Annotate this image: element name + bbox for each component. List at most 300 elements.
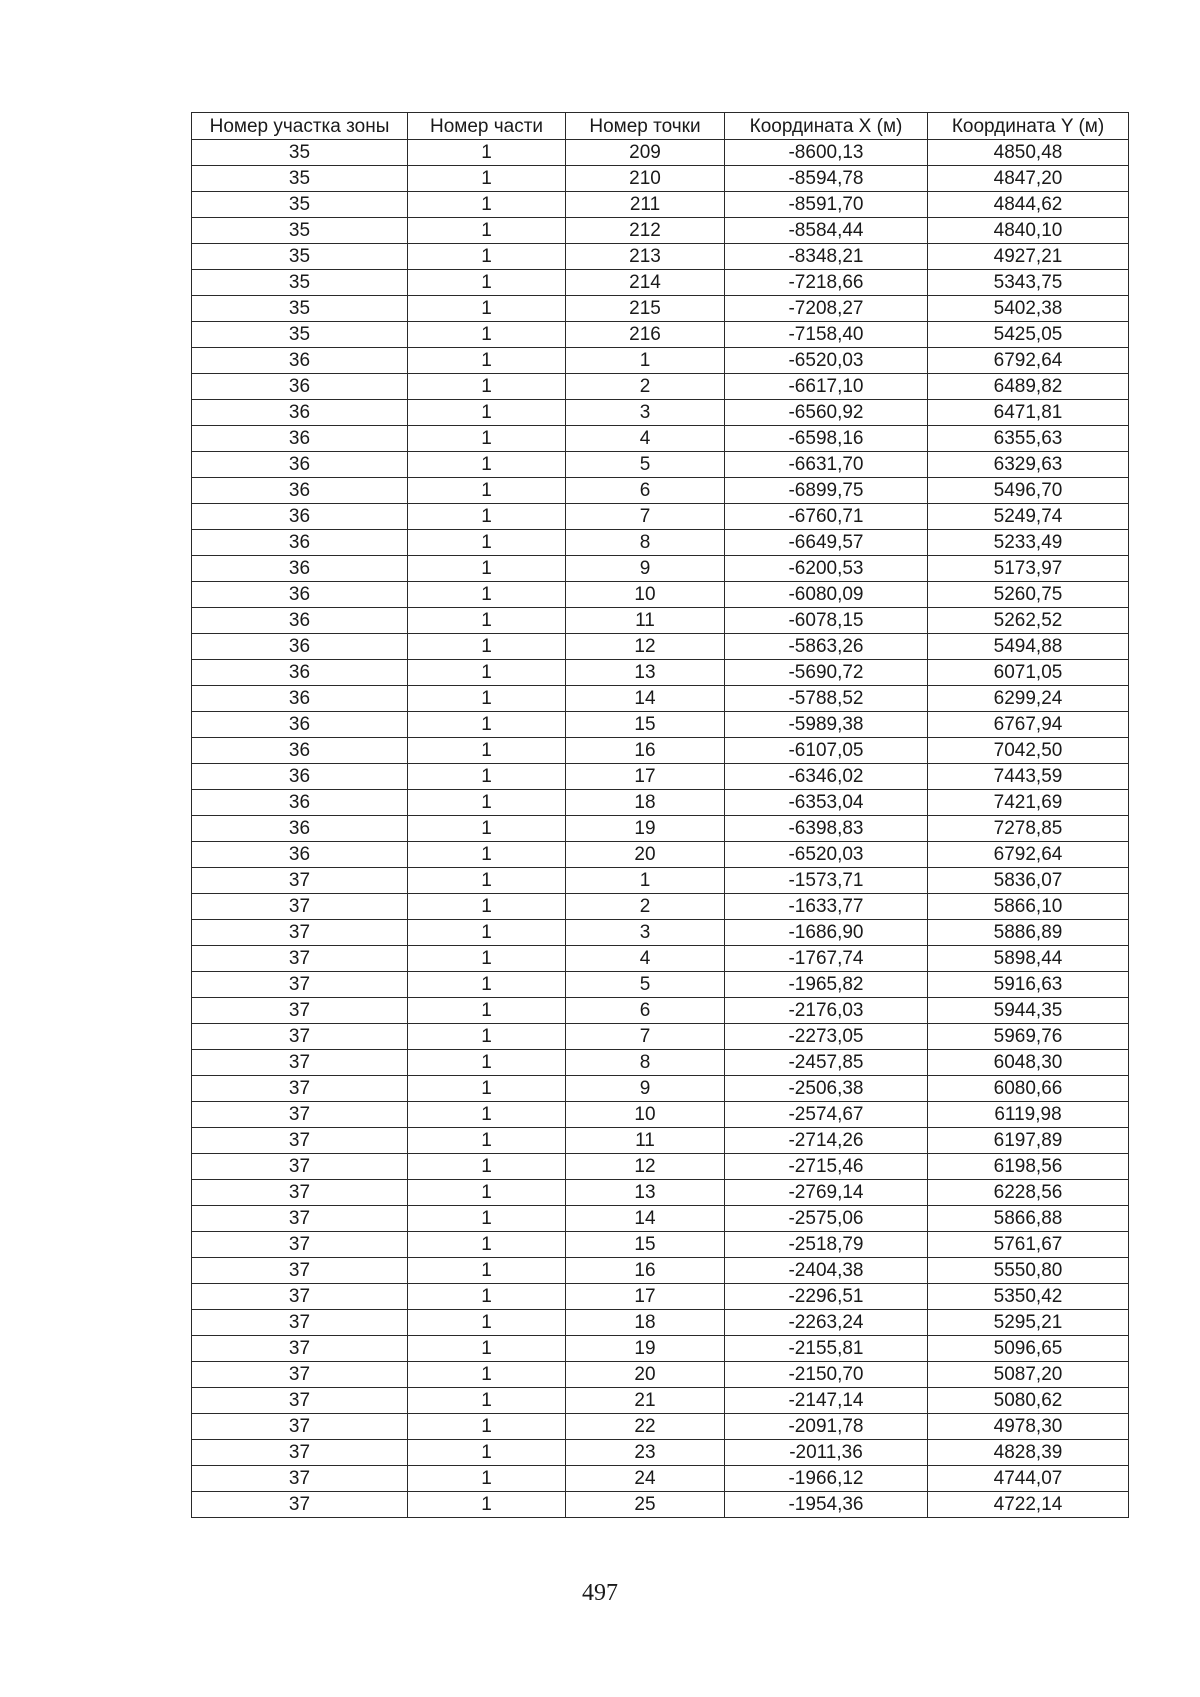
table-row [192,1310,1129,1336]
cell-part-number: 1 [408,400,566,426]
table-row [192,764,1129,790]
table-row [192,556,1129,582]
cell-point-number: 11 [566,1128,725,1154]
cell-coordinate-x: -2296,51 [725,1284,928,1310]
cell-coordinate-x: -2715,46 [725,1154,928,1180]
cell-coordinate-y: 7278,85 [928,816,1129,842]
cell-coordinate-y: 5550,80 [928,1258,1129,1284]
cell-coordinate-y: 4840,10 [928,218,1129,244]
table-row [192,582,1129,608]
cell-point-number: 10 [566,1102,725,1128]
cell-part-number: 1 [408,244,566,270]
cell-zone-section-number: 35 [192,244,408,270]
cell-coordinate-y: 6792,64 [928,842,1129,868]
cell-zone-section-number: 36 [192,790,408,816]
cell-part-number: 1 [408,478,566,504]
cell-coordinate-y: 4847,20 [928,166,1129,192]
cell-coordinate-x: -2263,24 [725,1310,928,1336]
cell-point-number: 2 [566,894,725,920]
cell-coordinate-y: 7443,59 [928,764,1129,790]
cell-coordinate-y: 5233,49 [928,530,1129,556]
table-row [192,1414,1129,1440]
cell-part-number: 1 [408,634,566,660]
cell-coordinate-x: -2714,26 [725,1128,928,1154]
table-row [192,374,1129,400]
cell-part-number: 1 [408,582,566,608]
cell-point-number: 13 [566,660,725,686]
cell-zone-section-number: 37 [192,894,408,920]
table-row [192,400,1129,426]
table-row [192,1128,1129,1154]
cell-point-number: 6 [566,478,725,504]
cell-point-number: 22 [566,1414,725,1440]
cell-zone-section-number: 37 [192,1414,408,1440]
table-row [192,998,1129,1024]
cell-part-number: 1 [408,920,566,946]
cell-coordinate-y: 4844,62 [928,192,1129,218]
cell-coordinate-x: -6520,03 [725,348,928,374]
table-row [192,712,1129,738]
cell-point-number: 3 [566,400,725,426]
table-row [192,894,1129,920]
cell-part-number: 1 [408,738,566,764]
cell-part-number: 1 [408,218,566,244]
table-header-row [192,113,1129,140]
cell-part-number: 1 [408,140,566,166]
cell-part-number: 1 [408,322,566,348]
cell-coordinate-y: 6767,94 [928,712,1129,738]
cell-coordinate-y: 6228,56 [928,1180,1129,1206]
cell-point-number: 17 [566,764,725,790]
cell-part-number: 1 [408,1492,566,1518]
cell-coordinate-y: 6489,82 [928,374,1129,400]
cell-coordinate-y: 6355,63 [928,426,1129,452]
cell-coordinate-y: 6792,64 [928,348,1129,374]
cell-coordinate-x: -1954,36 [725,1492,928,1518]
cell-coordinate-y: 5866,10 [928,894,1129,920]
table-row [192,530,1129,556]
cell-coordinate-x: -6353,04 [725,790,928,816]
cell-part-number: 1 [408,426,566,452]
cell-part-number: 1 [408,166,566,192]
cell-part-number: 1 [408,1414,566,1440]
cell-coordinate-x: -2176,03 [725,998,928,1024]
cell-zone-section-number: 36 [192,842,408,868]
cell-zone-section-number: 36 [192,478,408,504]
table-row [192,868,1129,894]
cell-coordinate-y: 5496,70 [928,478,1129,504]
cell-point-number: 20 [566,842,725,868]
table-row [192,1258,1129,1284]
table-row [192,140,1129,166]
cell-point-number: 211 [566,192,725,218]
cell-point-number: 3 [566,920,725,946]
cell-zone-section-number: 36 [192,660,408,686]
cell-coordinate-x: -2011,36 [725,1440,928,1466]
cell-point-number: 16 [566,1258,725,1284]
table-row [192,296,1129,322]
cell-point-number: 5 [566,452,725,478]
cell-part-number: 1 [408,998,566,1024]
cell-point-number: 12 [566,1154,725,1180]
cell-coordinate-x: -1966,12 [725,1466,928,1492]
cell-coordinate-x: -2150,70 [725,1362,928,1388]
cell-coordinate-y: 5096,65 [928,1336,1129,1362]
cell-coordinate-y: 7042,50 [928,738,1129,764]
cell-zone-section-number: 37 [192,1388,408,1414]
cell-zone-section-number: 37 [192,1206,408,1232]
cell-coordinate-x: -2457,85 [725,1050,928,1076]
cell-zone-section-number: 35 [192,218,408,244]
cell-coordinate-x: -6760,71 [725,504,928,530]
table-row [192,322,1129,348]
cell-coordinate-y: 5494,88 [928,634,1129,660]
table-row [192,244,1129,270]
cell-point-number: 212 [566,218,725,244]
table-row [192,1232,1129,1258]
cell-point-number: 4 [566,426,725,452]
cell-coordinate-x: -1686,90 [725,920,928,946]
cell-part-number: 1 [408,1206,566,1232]
cell-part-number: 1 [408,192,566,218]
cell-part-number: 1 [408,1154,566,1180]
cell-coordinate-y: 5402,38 [928,296,1129,322]
cell-point-number: 5 [566,972,725,998]
table-body [192,140,1129,1518]
cell-coordinate-y: 4978,30 [928,1414,1129,1440]
cell-point-number: 14 [566,1206,725,1232]
cell-coordinate-x: -2575,06 [725,1206,928,1232]
cell-coordinate-x: -1573,71 [725,868,928,894]
cell-point-number: 7 [566,1024,725,1050]
coordinates-table [191,112,1129,1518]
cell-zone-section-number: 36 [192,764,408,790]
cell-zone-section-number: 37 [192,972,408,998]
cell-point-number: 15 [566,712,725,738]
cell-coordinate-x: -8600,13 [725,140,928,166]
header-coordinate-x: Координата X (м) [725,113,928,140]
cell-part-number: 1 [408,1076,566,1102]
cell-zone-section-number: 37 [192,868,408,894]
cell-coordinate-y: 6197,89 [928,1128,1129,1154]
cell-zone-section-number: 37 [192,1154,408,1180]
cell-coordinate-x: -6520,03 [725,842,928,868]
cell-point-number: 14 [566,686,725,712]
cell-coordinate-y: 5260,75 [928,582,1129,608]
table-row [192,452,1129,478]
cell-part-number: 1 [408,270,566,296]
cell-point-number: 11 [566,608,725,634]
cell-coordinate-x: -1965,82 [725,972,928,998]
cell-point-number: 17 [566,1284,725,1310]
cell-coordinate-x: -8348,21 [725,244,928,270]
cell-coordinate-y: 6198,56 [928,1154,1129,1180]
table-row [192,1050,1129,1076]
cell-point-number: 9 [566,1076,725,1102]
table-row [192,1336,1129,1362]
cell-coordinate-x: -6631,70 [725,452,928,478]
table-row [192,842,1129,868]
table-row [192,920,1129,946]
cell-point-number: 10 [566,582,725,608]
table-row [192,738,1129,764]
table-row [192,608,1129,634]
cell-coordinate-y: 5761,67 [928,1232,1129,1258]
cell-point-number: 8 [566,530,725,556]
cell-coordinate-y: 6119,98 [928,1102,1129,1128]
cell-part-number: 1 [408,816,566,842]
cell-point-number: 16 [566,738,725,764]
cell-zone-section-number: 37 [192,1102,408,1128]
cell-part-number: 1 [408,894,566,920]
cell-part-number: 1 [408,1388,566,1414]
table-row [192,1362,1129,1388]
cell-zone-section-number: 35 [192,140,408,166]
cell-coordinate-y: 4850,48 [928,140,1129,166]
table-row [192,634,1129,660]
cell-part-number: 1 [408,790,566,816]
cell-coordinate-y: 4744,07 [928,1466,1129,1492]
cell-part-number: 1 [408,868,566,894]
cell-coordinate-y: 4722,14 [928,1492,1129,1518]
cell-part-number: 1 [408,608,566,634]
cell-coordinate-x: -8591,70 [725,192,928,218]
cell-zone-section-number: 36 [192,452,408,478]
cell-part-number: 1 [408,348,566,374]
table-row [192,1492,1129,1518]
cell-part-number: 1 [408,1440,566,1466]
cell-point-number: 210 [566,166,725,192]
cell-coordinate-y: 7421,69 [928,790,1129,816]
cell-part-number: 1 [408,530,566,556]
table-row [192,1180,1129,1206]
cell-coordinate-x: -5989,38 [725,712,928,738]
cell-part-number: 1 [408,1232,566,1258]
cell-coordinate-y: 5173,97 [928,556,1129,582]
cell-zone-section-number: 37 [192,1362,408,1388]
cell-coordinate-x: -8594,78 [725,166,928,192]
cell-zone-section-number: 36 [192,712,408,738]
cell-coordinate-y: 6471,81 [928,400,1129,426]
cell-zone-section-number: 36 [192,556,408,582]
cell-part-number: 1 [408,1024,566,1050]
cell-zone-section-number: 35 [192,192,408,218]
cell-zone-section-number: 37 [192,1024,408,1050]
cell-coordinate-y: 5898,44 [928,946,1129,972]
table-row [192,686,1129,712]
cell-coordinate-x: -6649,57 [725,530,928,556]
cell-part-number: 1 [408,452,566,478]
header-coordinate-y: Координата Y (м) [928,113,1129,140]
cell-coordinate-x: -2155,81 [725,1336,928,1362]
cell-zone-section-number: 36 [192,348,408,374]
cell-part-number: 1 [408,1336,566,1362]
table-row [192,946,1129,972]
cell-point-number: 13 [566,1180,725,1206]
cell-zone-section-number: 37 [192,1050,408,1076]
cell-part-number: 1 [408,1180,566,1206]
cell-zone-section-number: 36 [192,504,408,530]
table-row [192,504,1129,530]
table-row [192,1102,1129,1128]
cell-point-number: 216 [566,322,725,348]
cell-coordinate-x: -6080,09 [725,582,928,608]
cell-part-number: 1 [408,712,566,738]
cell-coordinate-y: 5866,88 [928,1206,1129,1232]
table-row [192,1206,1129,1232]
cell-zone-section-number: 35 [192,166,408,192]
cell-point-number: 19 [566,1336,725,1362]
cell-part-number: 1 [408,504,566,530]
cell-zone-section-number: 36 [192,608,408,634]
cell-coordinate-y: 5969,76 [928,1024,1129,1050]
page-number: 497 [582,1580,618,1606]
cell-part-number: 1 [408,1128,566,1154]
table-row [192,1024,1129,1050]
cell-part-number: 1 [408,296,566,322]
cell-zone-section-number: 36 [192,426,408,452]
table-row [192,166,1129,192]
cell-zone-section-number: 36 [192,816,408,842]
cell-coordinate-y: 5916,63 [928,972,1129,998]
cell-coordinate-y: 4828,39 [928,1440,1129,1466]
cell-coordinate-x: -6200,53 [725,556,928,582]
cell-point-number: 1 [566,868,725,894]
cell-coordinate-y: 5295,21 [928,1310,1129,1336]
cell-point-number: 215 [566,296,725,322]
cell-zone-section-number: 37 [192,946,408,972]
table-row [192,348,1129,374]
cell-coordinate-y: 5836,07 [928,868,1129,894]
cell-point-number: 214 [566,270,725,296]
cell-zone-section-number: 37 [192,1310,408,1336]
cell-zone-section-number: 37 [192,1258,408,1284]
cell-zone-section-number: 37 [192,1492,408,1518]
cell-coordinate-x: -1633,77 [725,894,928,920]
cell-part-number: 1 [408,764,566,790]
cell-coordinate-x: -1767,74 [725,946,928,972]
cell-coordinate-x: -6346,02 [725,764,928,790]
cell-part-number: 1 [408,1258,566,1284]
cell-coordinate-x: -2506,38 [725,1076,928,1102]
cell-coordinate-y: 4927,21 [928,244,1129,270]
cell-coordinate-x: -5863,26 [725,634,928,660]
cell-coordinate-x: -2273,05 [725,1024,928,1050]
cell-point-number: 7 [566,504,725,530]
cell-point-number: 21 [566,1388,725,1414]
cell-coordinate-y: 5087,20 [928,1362,1129,1388]
cell-part-number: 1 [408,686,566,712]
cell-coordinate-x: -2404,38 [725,1258,928,1284]
table-row [192,1440,1129,1466]
cell-coordinate-x: -6107,05 [725,738,928,764]
table-row [192,660,1129,686]
cell-zone-section-number: 37 [192,1076,408,1102]
cell-point-number: 18 [566,790,725,816]
cell-coordinate-x: -2091,78 [725,1414,928,1440]
cell-zone-section-number: 37 [192,1180,408,1206]
cell-coordinate-x: -6078,15 [725,608,928,634]
cell-coordinate-x: -2147,14 [725,1388,928,1414]
cell-point-number: 209 [566,140,725,166]
cell-part-number: 1 [408,660,566,686]
cell-zone-section-number: 36 [192,400,408,426]
table-row [192,816,1129,842]
cell-coordinate-y: 5944,35 [928,998,1129,1024]
cell-zone-section-number: 37 [192,1336,408,1362]
cell-coordinate-y: 5343,75 [928,270,1129,296]
cell-part-number: 1 [408,972,566,998]
cell-point-number: 24 [566,1466,725,1492]
cell-part-number: 1 [408,842,566,868]
cell-coordinate-y: 6080,66 [928,1076,1129,1102]
cell-coordinate-y: 6329,63 [928,452,1129,478]
table-row [192,1076,1129,1102]
cell-coordinate-y: 5080,62 [928,1388,1129,1414]
cell-part-number: 1 [408,1310,566,1336]
cell-zone-section-number: 36 [192,582,408,608]
cell-coordinate-x: -6560,92 [725,400,928,426]
cell-part-number: 1 [408,556,566,582]
cell-zone-section-number: 37 [192,998,408,1024]
table-row [192,192,1129,218]
cell-point-number: 18 [566,1310,725,1336]
cell-coordinate-x: -7218,66 [725,270,928,296]
cell-coordinate-x: -2518,79 [725,1232,928,1258]
cell-part-number: 1 [408,1362,566,1388]
cell-coordinate-x: -5690,72 [725,660,928,686]
cell-point-number: 2 [566,374,725,400]
cell-coordinate-y: 5350,42 [928,1284,1129,1310]
cell-zone-section-number: 36 [192,686,408,712]
cell-coordinate-x: -6617,10 [725,374,928,400]
cell-coordinate-x: -6899,75 [725,478,928,504]
cell-zone-section-number: 37 [192,1466,408,1492]
cell-zone-section-number: 36 [192,634,408,660]
table-row [192,478,1129,504]
cell-coordinate-x: -2769,14 [725,1180,928,1206]
cell-zone-section-number: 36 [192,374,408,400]
cell-zone-section-number: 37 [192,1128,408,1154]
cell-coordinate-y: 6048,30 [928,1050,1129,1076]
cell-coordinate-x: -8584,44 [725,218,928,244]
cell-coordinate-x: -7208,27 [725,296,928,322]
cell-part-number: 1 [408,1284,566,1310]
cell-coordinate-x: -5788,52 [725,686,928,712]
cell-zone-section-number: 36 [192,530,408,556]
header-point-number: Номер точки [566,113,725,140]
cell-point-number: 20 [566,1362,725,1388]
cell-point-number: 4 [566,946,725,972]
cell-point-number: 6 [566,998,725,1024]
table-row [192,972,1129,998]
cell-point-number: 8 [566,1050,725,1076]
cell-zone-section-number: 35 [192,270,408,296]
cell-point-number: 9 [566,556,725,582]
cell-zone-section-number: 37 [192,1440,408,1466]
cell-part-number: 1 [408,1466,566,1492]
cell-point-number: 12 [566,634,725,660]
header-part-number: Номер части [408,113,566,140]
table-row [192,1284,1129,1310]
header-zone-section-number: Номер участка зоны [192,113,408,140]
cell-coordinate-y: 5249,74 [928,504,1129,530]
cell-part-number: 1 [408,1050,566,1076]
cell-coordinate-x: -2574,67 [725,1102,928,1128]
cell-coordinate-x: -6398,83 [725,816,928,842]
cell-part-number: 1 [408,1102,566,1128]
cell-point-number: 213 [566,244,725,270]
